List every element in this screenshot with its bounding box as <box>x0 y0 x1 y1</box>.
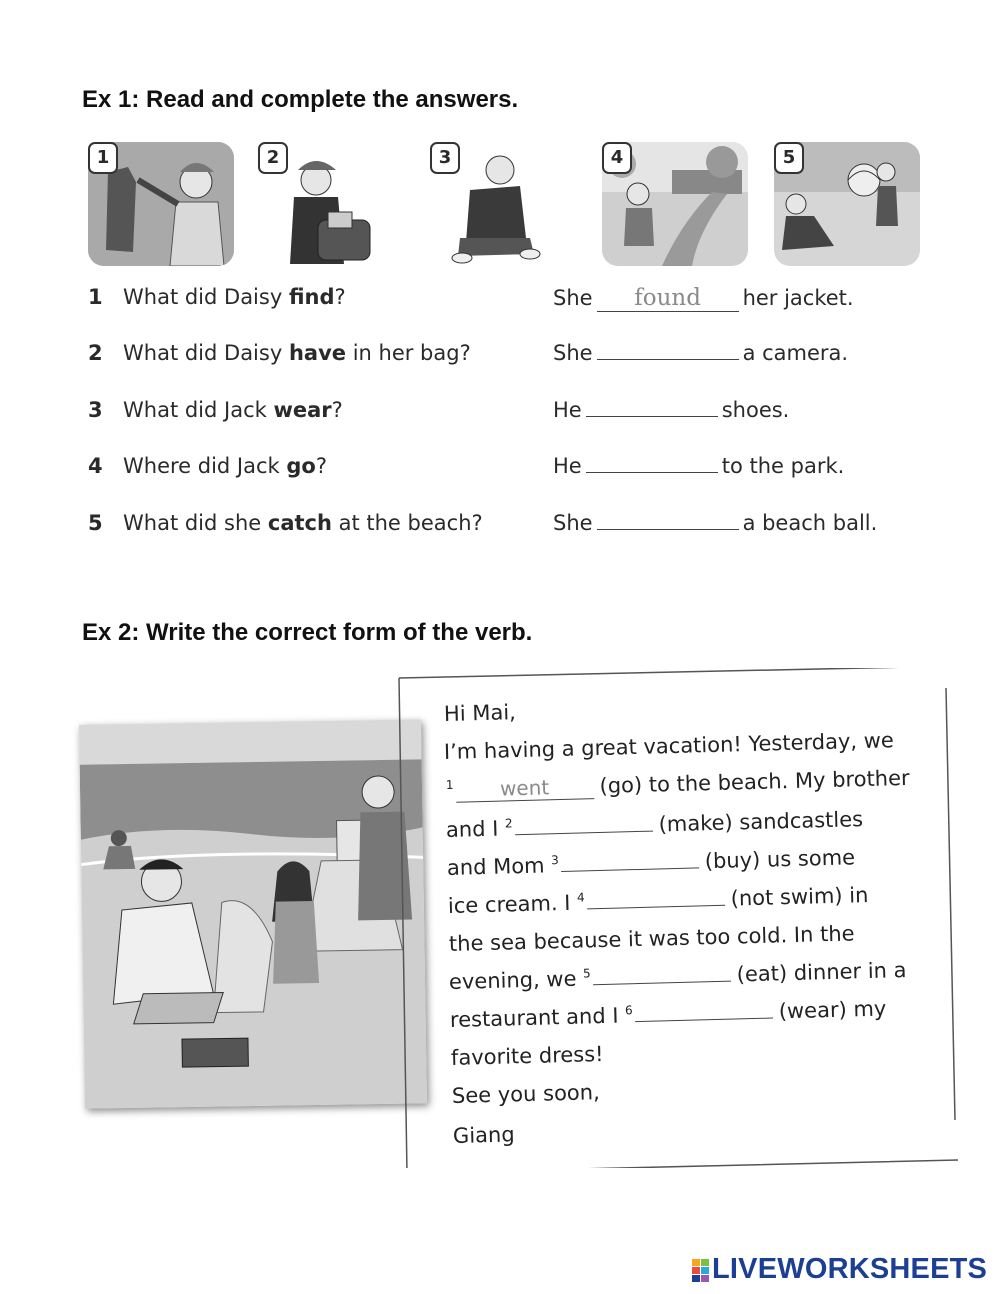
question-row <box>88 454 968 486</box>
picture-3 <box>430 142 550 266</box>
question-number: 2 <box>88 341 103 365</box>
question-text: What did Daisy have in her bag? <box>123 341 471 365</box>
picture-2 <box>258 142 384 266</box>
letter-greeting: Hi Mai, <box>443 700 517 726</box>
picture-number: 1 <box>88 142 118 174</box>
beach-sandcastle-photo <box>79 719 427 1108</box>
answer-blank[interactable] <box>586 416 718 417</box>
picture-number: 2 <box>258 142 288 174</box>
picture-4 <box>602 142 748 266</box>
question-row <box>88 341 968 373</box>
question-number: 4 <box>88 454 103 478</box>
letter-line: restaurant and I $^6$ (wear) my <box>449 996 887 1032</box>
answer-blank[interactable] <box>597 359 739 360</box>
verb-blank-3[interactable] <box>561 867 699 872</box>
ex1-title: Ex 1: Read and complete the answers. <box>82 86 519 113</box>
logo-text: LIVEWORKSHEETS <box>712 1253 988 1285</box>
picture-5 <box>774 142 920 266</box>
answer-sentence: He to the park. <box>553 454 845 478</box>
answer-blank[interactable] <box>586 472 718 473</box>
question-text: Where did Jack go? <box>123 454 328 478</box>
question-text: What did Daisy find? <box>123 285 346 309</box>
question-row <box>88 511 968 543</box>
letter-line: the sea because it was too cold. In the <box>448 921 855 956</box>
letter-line: $^1$ went (go) to the beach. My brother <box>446 766 910 803</box>
verb-blank-5[interactable] <box>593 981 731 986</box>
letter-card <box>398 668 958 1168</box>
verb-blank-6[interactable] <box>635 1018 773 1023</box>
picture-number: 5 <box>774 142 804 174</box>
question-number: 1 <box>88 285 103 309</box>
question-row <box>88 398 968 430</box>
letter-line: ice cream. I $^4$ (not swim) in <box>447 882 869 918</box>
answer-sentence: He shoes. <box>553 398 790 422</box>
question-text: What did she catch at the beach? <box>123 511 483 535</box>
picture-1 <box>88 142 234 266</box>
question-number: 5 <box>88 511 103 535</box>
picture-number: 3 <box>430 142 460 174</box>
question-text: What did Jack wear? <box>123 398 343 422</box>
letter-line: I’m having a great vacation! Yesterday, we <box>443 728 895 764</box>
question-row <box>88 285 968 317</box>
beach-scene-illustration <box>79 719 427 1108</box>
answer-blank[interactable] <box>597 529 739 530</box>
ex2-title: Ex 2: Write the correct form of the verb. <box>82 619 533 646</box>
verb-blank-4[interactable] <box>587 905 725 910</box>
logo-blocks-icon <box>692 1259 710 1283</box>
letter-signoff: Giang <box>452 1122 515 1148</box>
letter-line: favorite dress! <box>450 1042 604 1070</box>
answer-sentence: She found her jacket. <box>553 285 854 311</box>
verb-blank-2[interactable] <box>515 831 653 836</box>
question-number: 3 <box>88 398 103 422</box>
answer-sentence: She a beach ball. <box>553 511 878 535</box>
answer-sentence: She a camera. <box>553 341 849 365</box>
verb-blank-1[interactable]: went <box>455 774 594 803</box>
letter-line: and Mom $^3$ (buy) us some <box>446 845 856 880</box>
letter-line: and I $^2$ (make) sandcastles <box>445 807 864 842</box>
letter-line: evening, we $^5$ (eat) dinner in a <box>448 958 907 994</box>
picture-number: 4 <box>602 142 632 174</box>
answer-blank[interactable]: found <box>597 285 739 312</box>
letter-line: See you soon, <box>451 1080 600 1108</box>
